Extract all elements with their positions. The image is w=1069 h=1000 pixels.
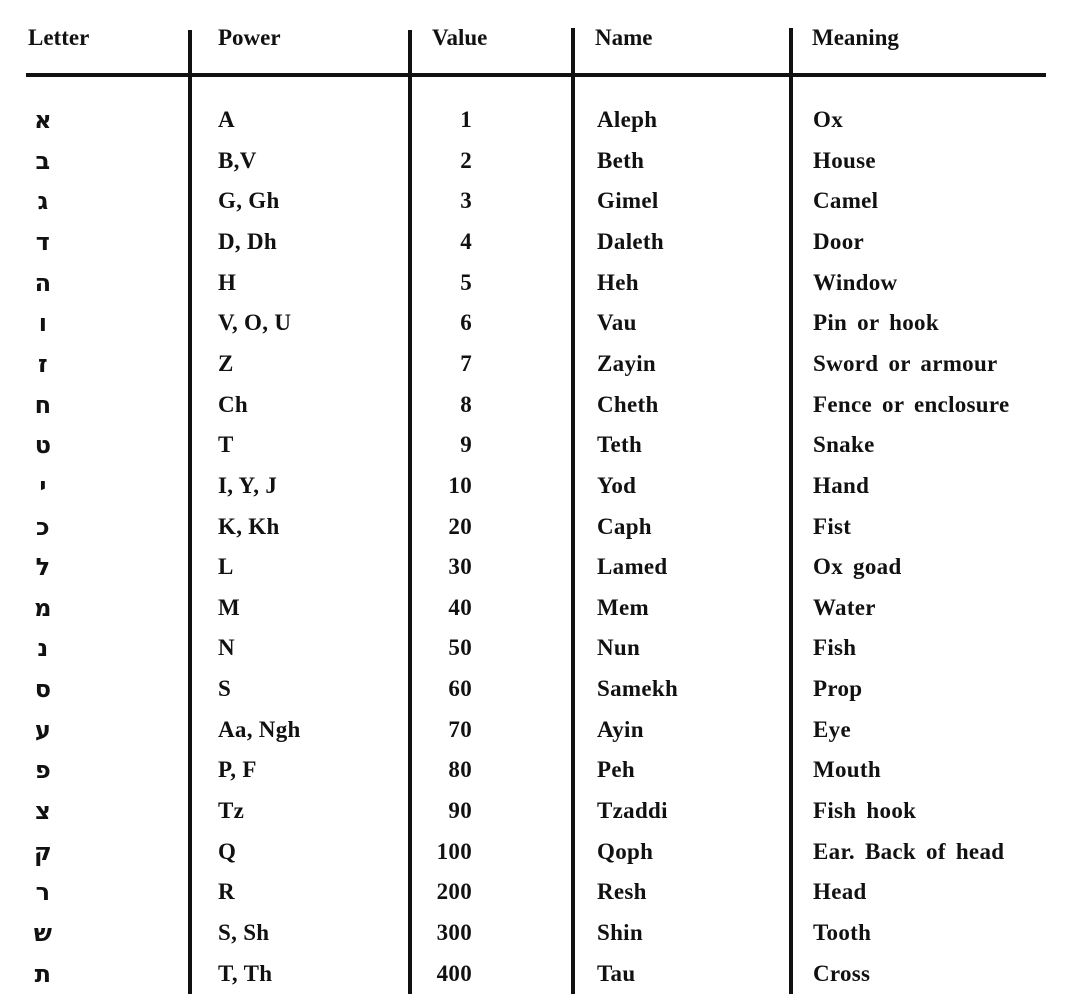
cell-letter: ס [34,675,52,704]
cell-meaning: Tooth [813,920,872,945]
header-value: Value [432,25,488,50]
cell-power: K, Kh [218,513,280,539]
cell-name: Resh [597,879,647,905]
cell-value: 200 [436,879,472,905]
cell-letter: ר [35,878,51,907]
table-row [0,588,1069,628]
cell-letter: צ [35,797,51,826]
cell-meaning: Snake [813,432,875,458]
cell-meaning: Window [813,269,898,295]
table-row [0,507,1069,547]
table-row [0,263,1069,303]
cell-name: Daleth [597,228,664,254]
cell-meaning: Ox [813,107,843,132]
cell-value: 7 [460,350,472,376]
table-row [0,710,1069,750]
cell-meaning: Door [813,228,865,254]
cell-power: P, F [218,757,257,783]
cell-letter: ת [34,959,52,988]
cell-value: 8 [460,391,472,417]
cell-power: V, O, U [218,310,292,336]
cell-name: Lamed [597,554,668,580]
cell-meaning: House [813,147,876,173]
table-row [0,466,1069,506]
cell-letter: א [34,106,52,134]
cell-power: S [218,676,232,702]
cell-letter: נ [37,634,49,663]
cell-power: Q [218,838,237,864]
cell-name: Caph [597,513,652,539]
table-row [0,669,1069,709]
cell-value: 60 [448,676,472,702]
cell-name: Vau [597,310,637,336]
cell-power: R [218,879,235,905]
cell-meaning: Fish hook [813,798,917,824]
cell-name: Shin [597,920,643,945]
cell-value: 9 [460,432,472,458]
cell-value: 40 [448,594,472,620]
cell-value: 6 [460,310,472,336]
cell-letter: ב [35,146,51,175]
cell-name: Tzaddi [597,798,668,824]
table-row [0,547,1069,587]
cell-letter: ע [34,715,52,744]
cell-meaning: Fish [813,635,857,661]
cell-power: Aa, Ngh [218,716,301,742]
cell-letter: ג [37,187,49,216]
cell-power: T, Th [218,960,273,986]
cell-meaning: Prop [813,676,863,702]
table-row [0,344,1069,384]
header-letter: Letter [28,25,90,50]
cell-meaning: Ox goad [813,554,902,580]
cell-name: Mem [597,594,649,620]
cell-name: Cheth [597,391,659,417]
table-row [0,141,1069,181]
table-row [0,181,1069,221]
header-name: Name [595,25,653,50]
cell-meaning: Sword or armour [813,350,998,376]
cell-meaning: Eye [813,716,851,742]
cell-meaning: Fence or enclosure [813,391,1010,417]
table-row [0,832,1069,872]
table-row [0,750,1069,790]
table-row [0,913,1069,953]
table-row [0,222,1069,262]
cell-name: Peh [597,757,635,783]
cell-value: 1 [460,107,472,132]
cell-letter: י [39,471,47,500]
cell-letter: ט [34,431,52,460]
cell-power: Tz [218,798,245,824]
cell-value: 400 [436,960,472,986]
cell-name: Zayin [597,350,657,376]
cell-value: 50 [448,635,472,661]
cell-value: 300 [436,920,472,945]
table-row [0,628,1069,668]
cell-power: A [218,107,235,132]
cell-name: Qoph [597,838,654,864]
table-row [0,385,1069,425]
cell-meaning: Ear. Back of head [813,838,1005,864]
cell-letter: ש [33,919,53,947]
cell-letter: ו [38,309,48,338]
cell-name: Nun [597,635,641,661]
header-meaning: Meaning [812,25,899,50]
cell-letter: ל [35,553,51,582]
table-row [0,425,1069,465]
cell-power: N [218,635,235,661]
table-row [0,954,1069,994]
cell-power: D, Dh [218,228,278,254]
cell-value: 5 [460,269,472,295]
cell-value: 90 [448,798,472,824]
table-row [0,100,1069,140]
cell-power: G, Gh [218,188,280,214]
cell-letter: פ [34,756,52,785]
cell-value: 30 [448,554,472,580]
cell-name: Gimel [597,188,659,214]
cell-power: M [218,594,241,620]
cell-meaning: Fist [813,513,852,539]
header-rule [26,73,1046,77]
cell-name: Beth [597,147,645,173]
cell-value: 20 [448,513,472,539]
cell-name: Samekh [597,676,679,702]
cell-letter: מ [34,593,52,622]
cell-power: I, Y, J [218,472,278,498]
cell-name: Tau [597,960,636,986]
cell-letter: ז [38,349,48,378]
cell-meaning: Water [813,594,876,620]
cell-name: Teth [597,432,643,458]
cell-meaning: Pin or hook [813,310,939,336]
cell-letter: ח [34,390,52,419]
cell-value: 10 [448,472,472,498]
cell-letter: ק [34,837,52,866]
table-row [0,791,1069,831]
cell-letter: כ [36,512,50,541]
cell-value: 100 [436,838,472,864]
cell-power: T [218,432,234,458]
table-row [0,872,1069,912]
cell-name: Aleph [597,107,658,132]
cell-value: 4 [460,228,472,254]
cell-value: 80 [448,757,472,783]
cell-value: 2 [460,147,472,173]
cell-value: 3 [460,188,472,214]
cell-power: H [218,269,237,295]
cell-power: Ch [218,391,249,417]
cell-letter: ד [35,227,51,256]
cell-power: Z [218,350,234,376]
cell-meaning: Cross [813,960,871,986]
cell-power: L [218,554,234,580]
cell-power: B,V [218,147,257,173]
cell-name: Heh [597,269,639,295]
cell-meaning: Head [813,879,867,905]
cell-name: Ayin [597,716,644,742]
cell-value: 70 [448,716,472,742]
cell-meaning: Mouth [813,757,881,783]
cell-name: Yod [597,472,637,498]
cell-meaning: Hand [813,472,870,498]
header-power: Power [218,25,281,50]
table-row [0,303,1069,343]
cell-meaning: Camel [813,188,879,214]
cell-power: S, Sh [218,920,270,945]
cell-letter: ה [34,268,52,297]
